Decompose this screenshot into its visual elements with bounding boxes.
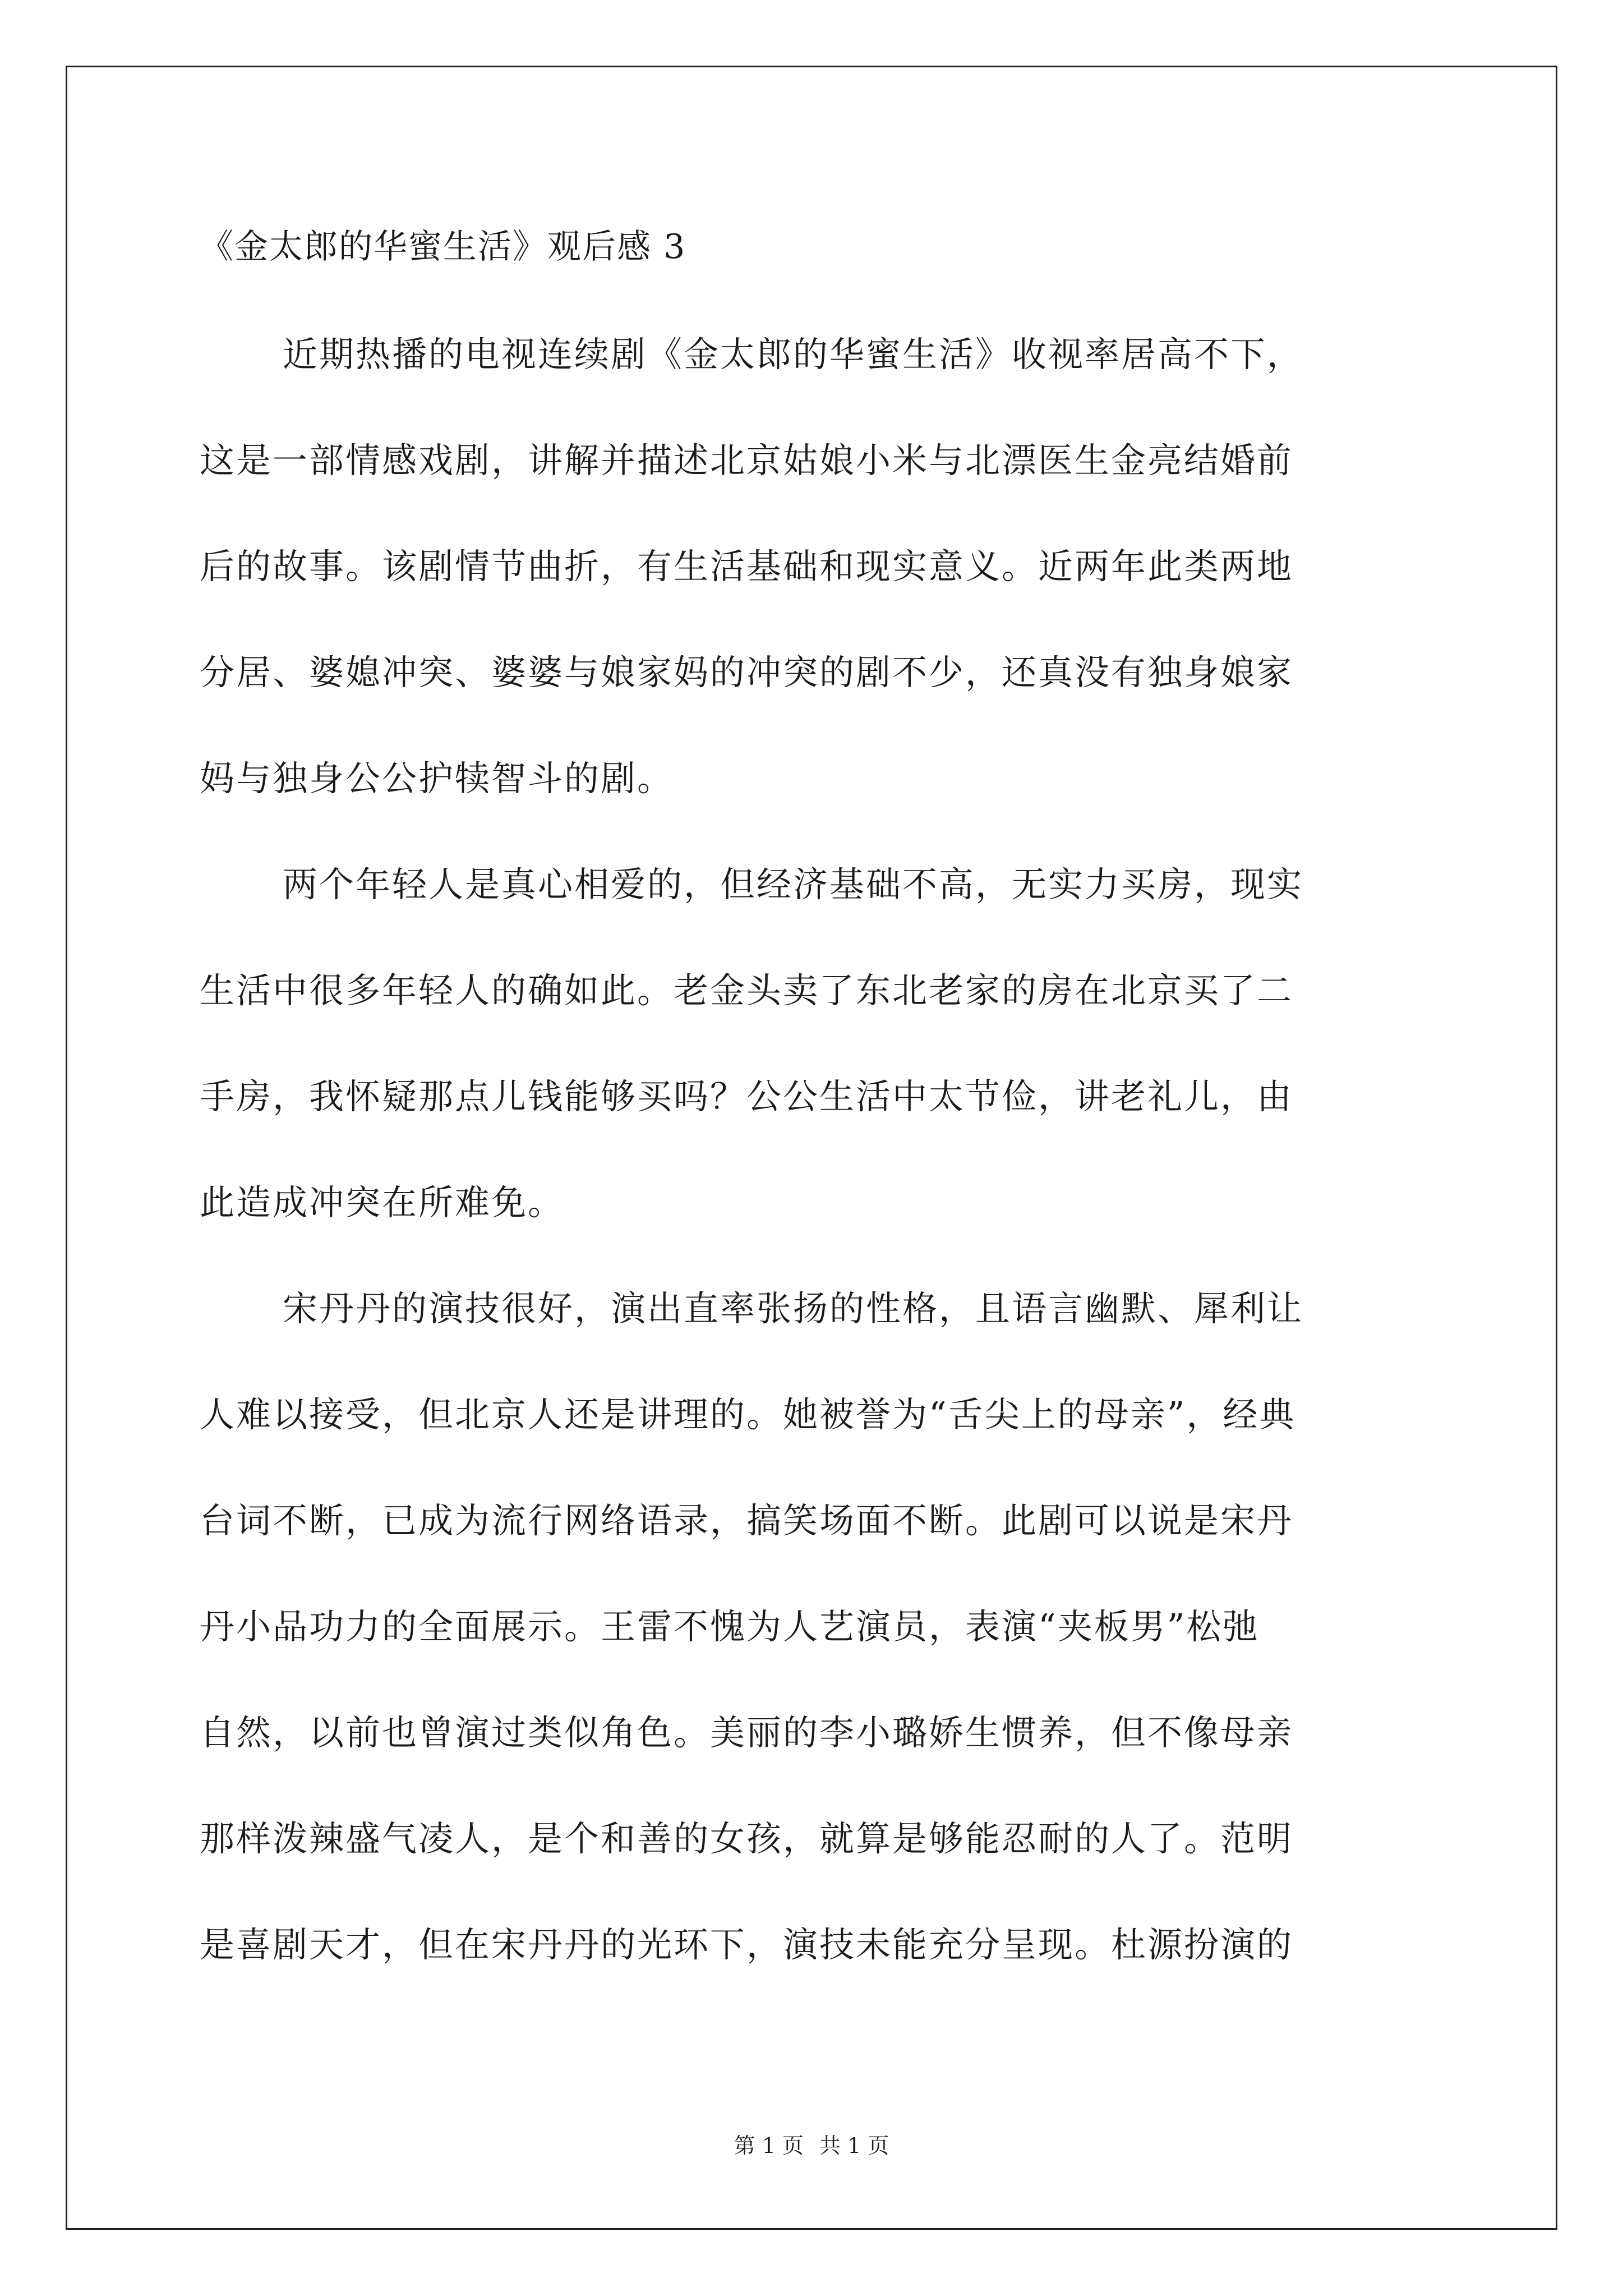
document-title: 《金太郎的华蜜生活》观后感 3: [200, 227, 686, 266]
body-line: 这是一部情感戏剧，讲解并描述北京姑娘小米与北漂医生金亮结婚前: [200, 440, 1294, 481]
body-line: 此造成冲突在所难免。: [200, 1182, 565, 1223]
body-line: 后的故事。该剧情节曲折，有生活基础和现实意义。近两年此类两地: [200, 546, 1294, 587]
body-line: 两个年轻人是真心相爱的，但经济基础不高，无实力买房，现实: [283, 864, 1304, 905]
body-line: 分居、婆媳冲突、婆婆与娘家妈的冲突的剧不少，还真没有独身娘家: [200, 652, 1294, 693]
body-line: 生活中很多年轻人的确如此。老金头卖了东北老家的房在北京买了二: [200, 970, 1294, 1011]
body-line: 近期热播的电视连续剧《金太郎的华蜜生活》收视率居高不下，: [283, 334, 1304, 375]
body-line: 宋丹丹的演技很好，演出直率张扬的性格，且语言幽默、犀利让: [283, 1288, 1304, 1329]
body-line: 妈与独身公公护犊智斗的剧。: [200, 758, 674, 799]
body-line: 丹小品功力的全面展示。王雷不愧为人艺演员，表演“夹板男”松弛: [200, 1606, 1260, 1647]
body-line: 台词不断，已成为流行网络语录，搞笑场面不断。此剧可以说是宋丹: [200, 1500, 1294, 1541]
page-border: [66, 66, 1557, 2230]
body-line: 那样泼辣盛气凌人，是个和善的女孩，就算是够能忍耐的人了。范明: [200, 1818, 1294, 1859]
body-line: 是喜剧天才，但在宋丹丹的光环下，演技未能充分呈现。杜源扮演的: [200, 1924, 1294, 1965]
page-total: 共 1 页: [819, 2133, 889, 2158]
page-footer: [0, 2132, 1623, 2160]
page-number: 第 1 页: [734, 2133, 804, 2158]
body-line: 人难以接受，但北京人还是讲理的。她被誉为“舌尖上的母亲”，经典: [200, 1394, 1296, 1435]
body-line: 自然，以前也曾演过类似角色。美丽的李小璐娇生惯养，但不像母亲: [200, 1712, 1294, 1753]
body-line: 手房，我怀疑那点儿钱能够买吗？公公生活中太节俭，讲老礼儿，由: [200, 1076, 1294, 1117]
